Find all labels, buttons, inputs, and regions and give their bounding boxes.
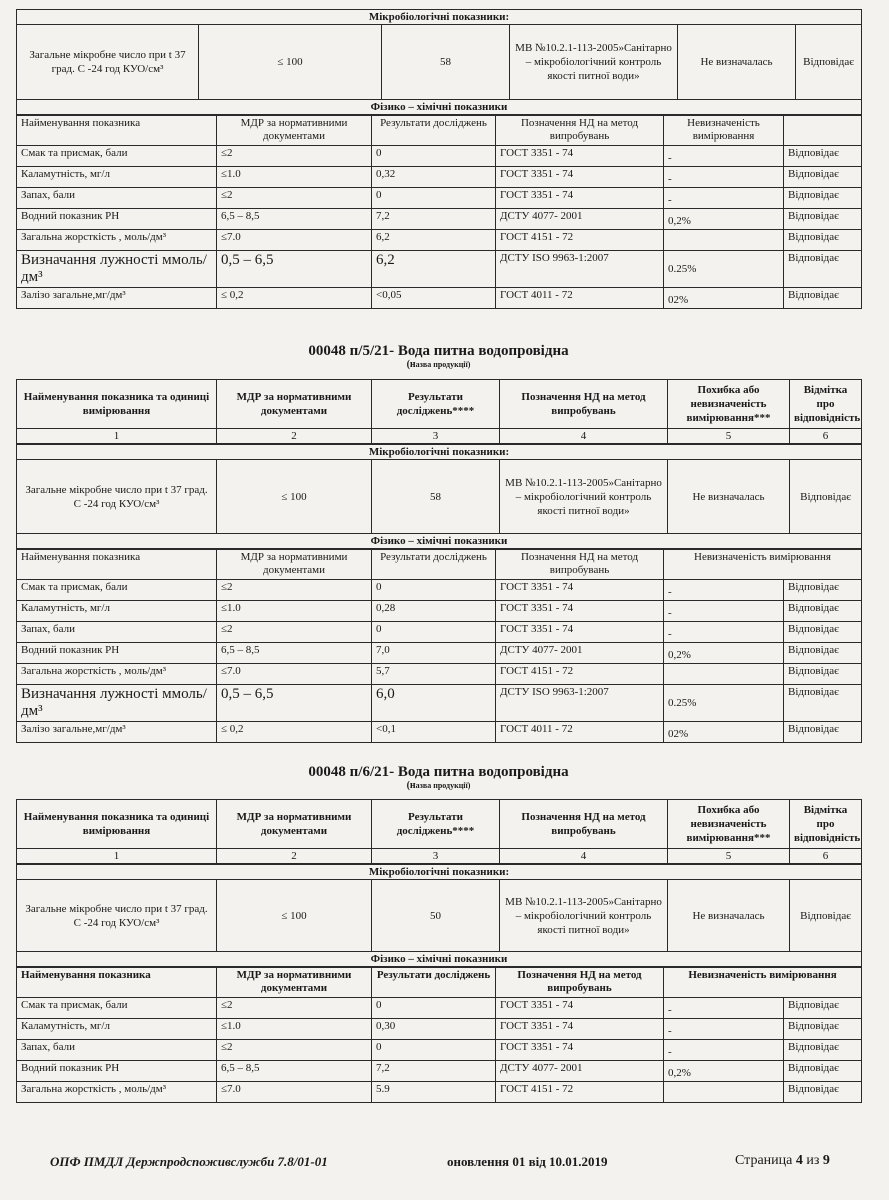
chem-row <box>17 643 862 664</box>
chem-header-cell: Результати досліджень <box>372 968 496 998</box>
chem-mdr-cell: ≤1.0 <box>217 601 372 622</box>
chem-header-cell: Невизначеність вимірювання <box>664 116 784 146</box>
product-title: 00048 п/5/21- Вода питна водопровідна <box>308 343 569 359</box>
chem-mark-cell: Відповідає <box>784 998 862 1019</box>
chem-mdr-cell: ≤2 <box>217 580 372 601</box>
micro-mdr-cell: ≤ 100 <box>217 460 372 534</box>
micro-name-cell: Загальне мікробне число при t 37 град. С -24 год КУО/см³ <box>17 460 217 534</box>
product3-heading <box>16 764 861 790</box>
chem-uncert-cell: 02% <box>664 722 784 743</box>
column-number-cell: 3 <box>372 429 500 444</box>
chem-name-cell: Водний показник PH <box>17 1061 217 1082</box>
main-header-cell: Відмітка про відповідність <box>790 800 862 849</box>
chem-name-cell: Каламутність, мг/л <box>17 1019 217 1040</box>
chem-name-cell: Смак та присмак, бали <box>17 580 217 601</box>
chem-row <box>17 146 862 167</box>
chem-method-cell: ГОСТ 4151 - 72 <box>496 1082 664 1103</box>
chem-result-cell: 7,2 <box>372 1061 496 1082</box>
micro-mark-cell: Відповідає <box>790 460 862 534</box>
chem-row <box>17 1040 862 1061</box>
chem-result-cell: 7,0 <box>372 643 496 664</box>
chem-mdr-cell: ≤ 0,2 <box>217 722 372 743</box>
chem-header-cell: Невизначеність вимірювання <box>664 968 862 998</box>
micro-name-cell: Загальне мікробне число при t 37 град. С -24 год КУО/см³ <box>17 25 199 100</box>
main-header-cell: Похибка або невизначеність вимірювання*** <box>668 800 790 849</box>
chem-mdr-cell: ≤7.0 <box>217 664 372 685</box>
chem-mdr-cell: ≤2 <box>217 188 372 209</box>
chem-mdr-cell: ≤2 <box>217 998 372 1019</box>
page-counter <box>735 1153 830 1169</box>
chem-method-cell: ГОСТ 3351 - 74 <box>496 1040 664 1061</box>
chem-result-cell: 0,28 <box>372 601 496 622</box>
chem-uncert-cell: - <box>664 167 784 188</box>
chem-header-cell: Позначення НД на метод випробувань <box>496 968 664 998</box>
chem-mark-cell: Відповідає <box>784 622 862 643</box>
chem-name-cell: Каламутність, мг/л <box>17 601 217 622</box>
chem-name-cell: Смак та присмак, бали <box>17 998 217 1019</box>
chem-mdr-cell: 0,5 – 6,5 <box>217 251 372 288</box>
main-header-cell: Найменування показника та одиниці вимірювання <box>17 380 217 429</box>
column-number-cell: 2 <box>217 429 372 444</box>
main-header-cell: МДР за нормативними документами <box>217 800 372 849</box>
micro-uncert-cell: Не визначалась <box>668 460 790 534</box>
chem-method-cell: ГОСТ 3351 - 74 <box>496 1019 664 1040</box>
chem-result-cell: 6,2 <box>372 230 496 251</box>
chem-mdr-cell: 6,5 – 8,5 <box>217 209 372 230</box>
block3-micro-table <box>16 864 862 967</box>
chem-header-cell <box>784 116 862 146</box>
chem-name-cell: Визначання лужності ммоль/дм³ <box>17 685 217 722</box>
chem-result-cell: 0,30 <box>372 1019 496 1040</box>
chem-header-cell: Невизначеність вимірювання <box>664 550 862 580</box>
chem-mark-cell: Відповідає <box>784 1040 862 1061</box>
chem-header-row <box>17 550 862 580</box>
chem-mark-cell: Відповідає <box>784 167 862 188</box>
chem-method-cell: ГОСТ 3351 - 74 <box>496 188 664 209</box>
chem-uncert-cell <box>664 230 784 251</box>
chem-result-cell: 0 <box>372 188 496 209</box>
chem-mark-cell: Відповідає <box>784 251 862 288</box>
chem-result-cell: 0,32 <box>372 167 496 188</box>
chem-result-cell: 0 <box>372 580 496 601</box>
block3-chem-title: Фізико – хімічні показники <box>17 952 862 967</box>
product-title: 00048 п/6/21- Вода питна водопровідна <box>308 764 569 780</box>
chem-row <box>17 251 862 288</box>
micro-method-cell: МВ №10.2.1-113-2005»Санітарно – мікробіологічний контроль якості питної води» <box>500 880 668 952</box>
column-number-cell: 4 <box>500 429 668 444</box>
chem-uncert-cell: - <box>664 146 784 167</box>
chem-mdr-cell: ≤7.0 <box>217 1082 372 1103</box>
chem-uncert-cell: 0.25% <box>664 685 784 722</box>
block3-micro-title: Мікробіологічні показники: <box>17 865 862 880</box>
chem-result-cell: 0 <box>372 998 496 1019</box>
chem-name-cell: Запах, бали <box>17 622 217 643</box>
chem-header-cell: Позначення НД на метод випробувань <box>496 550 664 580</box>
micro-mdr-cell: ≤ 100 <box>199 25 382 100</box>
chem-row <box>17 230 862 251</box>
main-header-cell: Відмітка про відповідність <box>790 380 862 429</box>
chem-uncert-cell: 0,2% <box>664 643 784 664</box>
chem-header-cell: Найменування показника <box>17 968 217 998</box>
chem-mark-cell: Відповідає <box>784 1019 862 1040</box>
chem-name-cell: Залізо загальне,мг/дм³ <box>17 288 217 309</box>
chem-row <box>17 167 862 188</box>
chem-header-cell: Позначення НД на метод випробувань <box>496 116 664 146</box>
chem-method-cell: ГОСТ 4151 - 72 <box>496 230 664 251</box>
chem-mark-cell: Відповідає <box>784 664 862 685</box>
chem-mdr-cell: ≤1.0 <box>217 167 372 188</box>
chem-method-cell: ДСТУ 4077- 2001 <box>496 209 664 230</box>
block3 <box>16 799 861 1103</box>
chem-result-cell: 6,0 <box>372 685 496 722</box>
column-number-cell: 5 <box>668 849 790 864</box>
chem-mark-cell: Відповідає <box>784 230 862 251</box>
page-mid: из <box>802 1153 823 1168</box>
footer-revision: оновлення 01 від 10.01.2019 <box>447 1154 608 1169</box>
chem-header-cell: Найменування показника <box>17 116 217 146</box>
chem-uncert-cell: 0,2% <box>664 1061 784 1082</box>
block1-micro-table <box>16 9 862 115</box>
micro-method-cell: МВ №10.2.1-113-2005»Санітарно – мікробіологічний контроль якості питної води» <box>500 460 668 534</box>
main-header-cell: Результати досліджень**** <box>372 800 500 849</box>
chem-result-cell: 0 <box>372 622 496 643</box>
chem-header-row <box>17 116 862 146</box>
chem-method-cell: ГОСТ 4011 - 72 <box>496 722 664 743</box>
chem-mdr-cell: ≤2 <box>217 622 372 643</box>
chem-uncert-cell: - <box>664 188 784 209</box>
block3-chem-table <box>16 967 862 1103</box>
chem-header-cell: МДР за нормативними документами <box>217 116 372 146</box>
product2-heading <box>16 343 861 369</box>
chem-method-cell: ГОСТ 3351 - 74 <box>496 580 664 601</box>
chem-name-cell: Загальна жорсткість , моль/дм³ <box>17 664 217 685</box>
chem-row <box>17 288 862 309</box>
column-number-cell: 6 <box>790 429 862 444</box>
block2-chem-title: Фізико – хімічні показники <box>17 534 862 549</box>
chem-mark-cell: Відповідає <box>784 685 862 722</box>
chem-uncert-cell: - <box>664 1019 784 1040</box>
block1-chem-title: Фізико – хімічні показники <box>17 100 862 115</box>
chem-mdr-cell: ≤2 <box>217 146 372 167</box>
chem-name-cell: Запах, бали <box>17 1040 217 1061</box>
chem-header-cell: МДР за нормативними документами <box>217 968 372 998</box>
block1 <box>16 9 861 309</box>
chem-uncert-cell: 0,2% <box>664 209 784 230</box>
chem-uncert-cell: - <box>664 601 784 622</box>
chem-uncert-cell <box>664 664 784 685</box>
chem-uncert-cell: - <box>664 622 784 643</box>
micro-uncert-cell: Не визначалась <box>668 880 790 952</box>
block2-micro-title: Мікробіологічні показники: <box>17 445 862 460</box>
block1-chem-table <box>16 115 862 309</box>
chem-name-cell: Визначання лужності ммоль/дм³ <box>17 251 217 288</box>
chem-method-cell: ГОСТ 3351 - 74 <box>496 167 664 188</box>
page-prefix: Страница <box>735 1153 796 1168</box>
column-number-cell: 1 <box>17 429 217 444</box>
product-subtitle: (назва продукції) <box>406 359 471 370</box>
chem-name-cell: Водний показник PH <box>17 643 217 664</box>
chem-mdr-cell: 6,5 – 8,5 <box>217 643 372 664</box>
chem-row <box>17 722 862 743</box>
chem-header-cell: МДР за нормативними документами <box>217 550 372 580</box>
chem-method-cell: ГОСТ 3351 - 74 <box>496 601 664 622</box>
chem-method-cell: ГОСТ 3351 - 74 <box>496 998 664 1019</box>
chem-row <box>17 664 862 685</box>
chem-method-cell: ГОСТ 4151 - 72 <box>496 664 664 685</box>
main-header-cell: Позначення НД на метод випробувань <box>500 380 668 429</box>
micro-mark-cell: Відповідає <box>790 880 862 952</box>
page-number: 4 <box>795 1153 803 1168</box>
chem-result-cell: 6,2 <box>372 251 496 288</box>
chem-result-cell: <0,05 <box>372 288 496 309</box>
column-number-cell: 5 <box>668 429 790 444</box>
chem-row <box>17 188 862 209</box>
chem-row <box>17 1061 862 1082</box>
chem-mark-cell: Відповідає <box>784 601 862 622</box>
column-number-cell: 6 <box>790 849 862 864</box>
chem-mdr-cell: 0,5 – 6,5 <box>217 685 372 722</box>
footer-doc-code: ОПФ ПМДЛ Держпродспоживслужби 7.8/01-01 <box>50 1154 328 1169</box>
chem-mdr-cell: ≤ 0,2 <box>217 288 372 309</box>
micro-result-cell: 58 <box>372 460 500 534</box>
chem-result-cell: 5.9 <box>372 1082 496 1103</box>
micro-mark-cell: Відповідає <box>796 25 862 100</box>
micro-method-cell: МВ №10.2.1-113-2005»Санітарно – мікробіологічний контроль якості питної води» <box>510 25 678 100</box>
column-number-cell: 3 <box>372 849 500 864</box>
page-total: 9 <box>822 1153 830 1168</box>
chem-row <box>17 209 862 230</box>
chem-uncert-cell <box>664 1082 784 1103</box>
chem-mark-cell: Відповідає <box>784 643 862 664</box>
chem-method-cell: ГОСТ 3351 - 74 <box>496 146 664 167</box>
chem-row <box>17 622 862 643</box>
chem-method-cell: ДСТУ 4077- 2001 <box>496 643 664 664</box>
chem-name-cell: Загальна жорсткість , моль/дм³ <box>17 1082 217 1103</box>
chem-result-cell: 0 <box>372 1040 496 1061</box>
main-header-cell: Найменування показника та одиниці вимірювання <box>17 800 217 849</box>
chem-mdr-cell: ≤2 <box>217 1040 372 1061</box>
chem-method-cell: ГОСТ 3351 - 74 <box>496 622 664 643</box>
chem-result-cell: 7,2 <box>372 209 496 230</box>
chem-method-cell: ДСТУ ISO 9963-1:2007 <box>496 685 664 722</box>
chem-row <box>17 1019 862 1040</box>
chem-uncert-cell: 02% <box>664 288 784 309</box>
block2 <box>16 379 861 743</box>
block3-main-header <box>16 799 862 864</box>
chem-header-cell: Найменування показника <box>17 550 217 580</box>
chem-mdr-cell: 6,5 – 8,5 <box>217 1061 372 1082</box>
main-header-cell: Позначення НД на метод випробувань <box>500 800 668 849</box>
chem-name-cell: Загальна жорсткість , моль/дм³ <box>17 230 217 251</box>
chem-row <box>17 580 862 601</box>
chem-result-cell: 5,7 <box>372 664 496 685</box>
chem-uncert-cell: 0.25% <box>664 251 784 288</box>
chem-uncert-cell: - <box>664 998 784 1019</box>
block1-micro-title: Мікробіологічні показники: <box>17 10 862 25</box>
main-header-cell: Похибка або невизначеність вимірювання*** <box>668 380 790 429</box>
chem-mdr-cell: ≤1.0 <box>217 1019 372 1040</box>
micro-uncert-cell: Не визначалась <box>678 25 796 100</box>
chem-header-cell: Результати досліджень <box>372 116 496 146</box>
chem-mark-cell: Відповідає <box>784 1082 862 1103</box>
chem-row <box>17 1082 862 1103</box>
chem-mark-cell: Відповідає <box>784 146 862 167</box>
column-number-cell: 4 <box>500 849 668 864</box>
block2-chem-table <box>16 549 862 743</box>
chem-uncert-cell: - <box>664 1040 784 1061</box>
chem-name-cell: Водний показник PH <box>17 209 217 230</box>
chem-row <box>17 685 862 722</box>
block2-main-header <box>16 379 862 444</box>
main-header-cell: Результати досліджень**** <box>372 380 500 429</box>
chem-mark-cell: Відповідає <box>784 722 862 743</box>
chem-header-cell: Результати досліджень <box>372 550 496 580</box>
chem-name-cell: Смак та присмак, бали <box>17 146 217 167</box>
chem-mdr-cell: ≤7.0 <box>217 230 372 251</box>
chem-header-row <box>17 968 862 998</box>
chem-mark-cell: Відповідає <box>784 1061 862 1082</box>
chem-method-cell: ДСТУ ISO 9963-1:2007 <box>496 251 664 288</box>
product-subtitle: (назва продукції) <box>406 780 471 791</box>
chem-name-cell: Залізо загальне,мг/дм³ <box>17 722 217 743</box>
chem-name-cell: Запах, бали <box>17 188 217 209</box>
chem-mark-cell: Відповідає <box>784 580 862 601</box>
chem-uncert-cell: - <box>664 580 784 601</box>
column-number-cell: 2 <box>217 849 372 864</box>
chem-result-cell: <0,1 <box>372 722 496 743</box>
micro-name-cell: Загальне мікробне число при t 37 град. С -24 год КУО/см³ <box>17 880 217 952</box>
chem-row <box>17 601 862 622</box>
chem-row <box>17 998 862 1019</box>
micro-result-cell: 58 <box>382 25 510 100</box>
chem-method-cell: ДСТУ 4077- 2001 <box>496 1061 664 1082</box>
main-header-cell: МДР за нормативними документами <box>217 380 372 429</box>
chem-result-cell: 0 <box>372 146 496 167</box>
micro-mdr-cell: ≤ 100 <box>217 880 372 952</box>
chem-method-cell: ГОСТ 4011 - 72 <box>496 288 664 309</box>
chem-mark-cell: Відповідає <box>784 188 862 209</box>
column-number-cell: 1 <box>17 849 217 864</box>
chem-mark-cell: Відповідає <box>784 288 862 309</box>
block2-micro-table <box>16 444 862 549</box>
micro-result-cell: 50 <box>372 880 500 952</box>
chem-name-cell: Каламутність, мг/л <box>17 167 217 188</box>
chem-mark-cell: Відповідає <box>784 209 862 230</box>
